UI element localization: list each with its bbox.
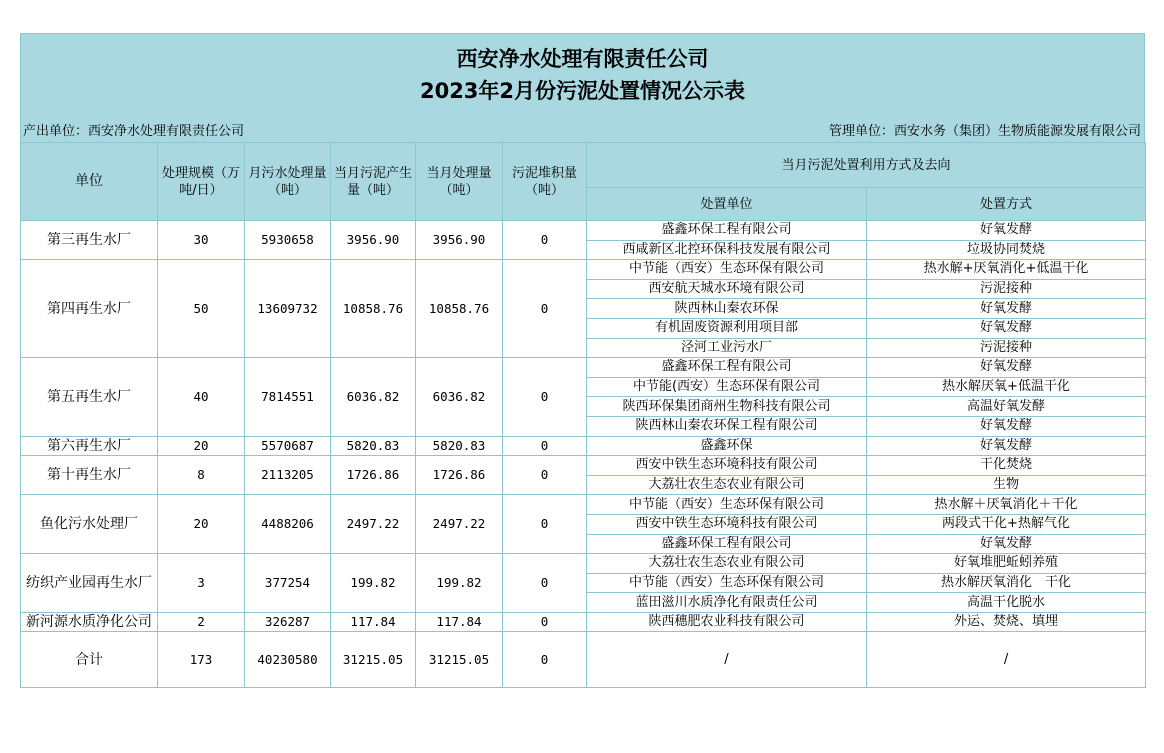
disposal-method: 热水解＋厌氧消化＋干化 bbox=[867, 495, 1146, 515]
disposal-method: 好氧发酵 bbox=[867, 318, 1146, 338]
disposal-unit: 有机固废资源利用项目部 bbox=[587, 318, 867, 338]
disposal-unit: 泾河工业污水厂 bbox=[587, 338, 867, 358]
disposal-unit: 中节能（西安）生态环保有限公司 bbox=[587, 260, 867, 280]
plant-scale: 2 bbox=[158, 612, 245, 632]
plant-name: 第六再生水厂 bbox=[21, 436, 158, 456]
plant-handled: 6036.82 bbox=[416, 358, 503, 436]
disposal-unit: 西安航天城水环境有限公司 bbox=[587, 279, 867, 299]
table-row bbox=[21, 554, 1146, 574]
disposal-method: 外运、焚烧、填埋 bbox=[867, 612, 1146, 632]
plant-handled: 2497.22 bbox=[416, 495, 503, 554]
sludge-table bbox=[20, 142, 1146, 688]
disposal-unit: 陕西穗肥农业科技有限公司 bbox=[587, 612, 867, 632]
plant-name: 纺织产业园再生水厂 bbox=[21, 554, 158, 613]
total-handled: 31215.05 bbox=[416, 632, 503, 688]
plant-scale: 8 bbox=[158, 456, 245, 495]
plant-scale: 50 bbox=[158, 260, 245, 358]
disposal-method: 垃圾协同焚烧 bbox=[867, 240, 1146, 260]
plant-stock: 0 bbox=[503, 495, 587, 554]
disposal-method: 两段式干化+热解气化 bbox=[867, 514, 1146, 534]
total-disposal-method: / bbox=[867, 632, 1146, 688]
disposal-method: 污泥接种 bbox=[867, 279, 1146, 299]
disposal-method: 热水解厌氧+低温干化 bbox=[867, 377, 1146, 397]
disposal-unit: 中节能（西安）生态环保有限公司 bbox=[587, 495, 867, 515]
disposal-method: 热水解+厌氧消化+低温干化 bbox=[867, 260, 1146, 280]
header-handled: 当月处理量（吨） bbox=[416, 143, 503, 221]
plant-handled: 10858.76 bbox=[416, 260, 503, 358]
table-row bbox=[21, 612, 1146, 632]
table-row bbox=[21, 221, 1146, 241]
plant-handled: 5820.83 bbox=[416, 436, 503, 456]
table-row bbox=[21, 358, 1146, 378]
sheet bbox=[20, 33, 1145, 688]
disposal-method: 热水解厌氧消化 干化 bbox=[867, 573, 1146, 593]
plant-handled: 1726.86 bbox=[416, 456, 503, 495]
plant-sludge: 1726.86 bbox=[331, 456, 416, 495]
total-scale: 173 bbox=[158, 632, 245, 688]
plant-scale: 20 bbox=[158, 436, 245, 456]
header-disposal-group: 当月污泥处置利用方式及去向 bbox=[587, 143, 1146, 188]
plant-stock: 0 bbox=[503, 358, 587, 436]
company-title: 西安净水处理有限责任公司 bbox=[456, 47, 709, 71]
total-row bbox=[21, 632, 1146, 688]
disposal-unit: 中节能（西安）生态环保有限公司 bbox=[587, 573, 867, 593]
plant-sludge: 117.84 bbox=[331, 612, 416, 632]
total-sludge: 31215.05 bbox=[331, 632, 416, 688]
total-label: 合计 bbox=[21, 632, 158, 688]
disposal-method: 好氧发酵 bbox=[867, 358, 1146, 378]
total-stock: 0 bbox=[503, 632, 587, 688]
plant-name: 第十再生水厂 bbox=[21, 456, 158, 495]
plant-sludge: 3956.90 bbox=[331, 221, 416, 260]
disposal-method: 污泥接种 bbox=[867, 338, 1146, 358]
plant-stock: 0 bbox=[503, 221, 587, 260]
plant-sewage: 7814551 bbox=[245, 358, 331, 436]
plant-sewage: 13609732 bbox=[245, 260, 331, 358]
disposal-method: 生物 bbox=[867, 475, 1146, 495]
plant-scale: 40 bbox=[158, 358, 245, 436]
plant-name: 第三再生水厂 bbox=[21, 221, 158, 260]
table-row bbox=[21, 436, 1146, 456]
disposal-unit: 大荔壮农生态农业有限公司 bbox=[587, 554, 867, 574]
disposal-method: 好氧发酵 bbox=[867, 416, 1146, 436]
disposal-unit: 盛鑫环保 bbox=[587, 436, 867, 456]
disposal-unit: 盛鑫环保工程有限公司 bbox=[587, 221, 867, 241]
plant-sludge: 5820.83 bbox=[331, 436, 416, 456]
total-disposal-unit: / bbox=[587, 632, 867, 688]
plant-sludge: 2497.22 bbox=[331, 495, 416, 554]
plant-sewage: 2113205 bbox=[245, 456, 331, 495]
disposal-unit: 大荔壮农生态农业有限公司 bbox=[587, 475, 867, 495]
header-disposal-unit: 处置单位 bbox=[587, 188, 867, 221]
plant-sludge: 10858.76 bbox=[331, 260, 416, 358]
plant-sewage: 326287 bbox=[245, 612, 331, 632]
plant-handled: 3956.90 bbox=[416, 221, 503, 260]
total-sewage: 40230580 bbox=[245, 632, 331, 688]
disposal-method: 好氧发酵 bbox=[867, 299, 1146, 319]
plant-handled: 199.82 bbox=[416, 554, 503, 613]
plant-sewage: 377254 bbox=[245, 554, 331, 613]
plant-scale: 30 bbox=[158, 221, 245, 260]
disposal-method: 好氧发酵 bbox=[867, 436, 1146, 456]
plant-stock: 0 bbox=[503, 260, 587, 358]
plant-handled: 117.84 bbox=[416, 612, 503, 632]
disposal-method: 干化焚烧 bbox=[867, 456, 1146, 476]
plant-sewage: 4488206 bbox=[245, 495, 331, 554]
header-scale: 处理规模（万吨/日） bbox=[158, 143, 245, 221]
plant-stock: 0 bbox=[503, 554, 587, 613]
plant-name: 新河源水质净化公司 bbox=[21, 612, 158, 632]
plant-sewage: 5570687 bbox=[245, 436, 331, 456]
plant-name: 鱼化污水处理厂 bbox=[21, 495, 158, 554]
header-sludge: 当月污泥产生量（吨） bbox=[331, 143, 416, 221]
disposal-unit: 蓝田滋川水质净化有限责任公司 bbox=[587, 593, 867, 613]
disposal-unit: 西安中铁生态环境科技有限公司 bbox=[587, 514, 867, 534]
header-sewage: 月污水处理量（吨） bbox=[245, 143, 331, 221]
title-block bbox=[20, 33, 1145, 122]
manager-unit: 管理单位：西安水务（集团）生物质能源发展有限公司 bbox=[828, 124, 1141, 139]
plant-sludge: 199.82 bbox=[331, 554, 416, 613]
table-body bbox=[21, 221, 1146, 688]
plant-scale: 3 bbox=[158, 554, 245, 613]
plant-scale: 20 bbox=[158, 495, 245, 554]
producer-unit: 产出单位：西安净水处理有限责任公司 bbox=[23, 124, 245, 139]
disposal-unit: 盛鑫环保工程有限公司 bbox=[587, 534, 867, 554]
plant-name: 第五再生水厂 bbox=[21, 358, 158, 436]
disposal-method: 好氧发酵 bbox=[867, 221, 1146, 241]
plant-sludge: 6036.82 bbox=[331, 358, 416, 436]
disposal-unit: 西安中铁生态环境科技有限公司 bbox=[587, 456, 867, 476]
disposal-unit: 中节能(西安）生态环保有限公司 bbox=[587, 377, 867, 397]
header-stock: 污泥堆积量（吨） bbox=[503, 143, 587, 221]
disposal-unit: 西咸新区北控环保科技发展有限公司 bbox=[587, 240, 867, 260]
plant-stock: 0 bbox=[503, 436, 587, 456]
report-title: 2023年2月份污泥处置情况公示表 bbox=[419, 79, 746, 103]
disposal-unit: 陕西林山秦农环保 bbox=[587, 299, 867, 319]
table-row bbox=[21, 456, 1146, 476]
plant-sewage: 5930658 bbox=[245, 221, 331, 260]
table-row bbox=[21, 260, 1146, 280]
plant-name: 第四再生水厂 bbox=[21, 260, 158, 358]
header-unit: 单位 bbox=[21, 143, 158, 221]
plant-stock: 0 bbox=[503, 456, 587, 495]
disposal-unit: 陕西环保集团商州生物科技有限公司 bbox=[587, 397, 867, 417]
table-row bbox=[21, 495, 1146, 515]
plant-stock: 0 bbox=[503, 612, 587, 632]
disposal-method: 好氧堆肥蚯蚓养殖 bbox=[867, 554, 1146, 574]
disposal-method: 好氧发酵 bbox=[867, 534, 1146, 554]
meta-row bbox=[20, 122, 1145, 142]
header-disposal-method: 处置方式 bbox=[867, 188, 1146, 221]
disposal-unit: 盛鑫环保工程有限公司 bbox=[587, 358, 867, 378]
disposal-unit: 陕西林山秦农环保工程有限公司 bbox=[587, 416, 867, 436]
disposal-method: 高温干化脱水 bbox=[867, 593, 1146, 613]
disposal-method: 高温好氧发酵 bbox=[867, 397, 1146, 417]
